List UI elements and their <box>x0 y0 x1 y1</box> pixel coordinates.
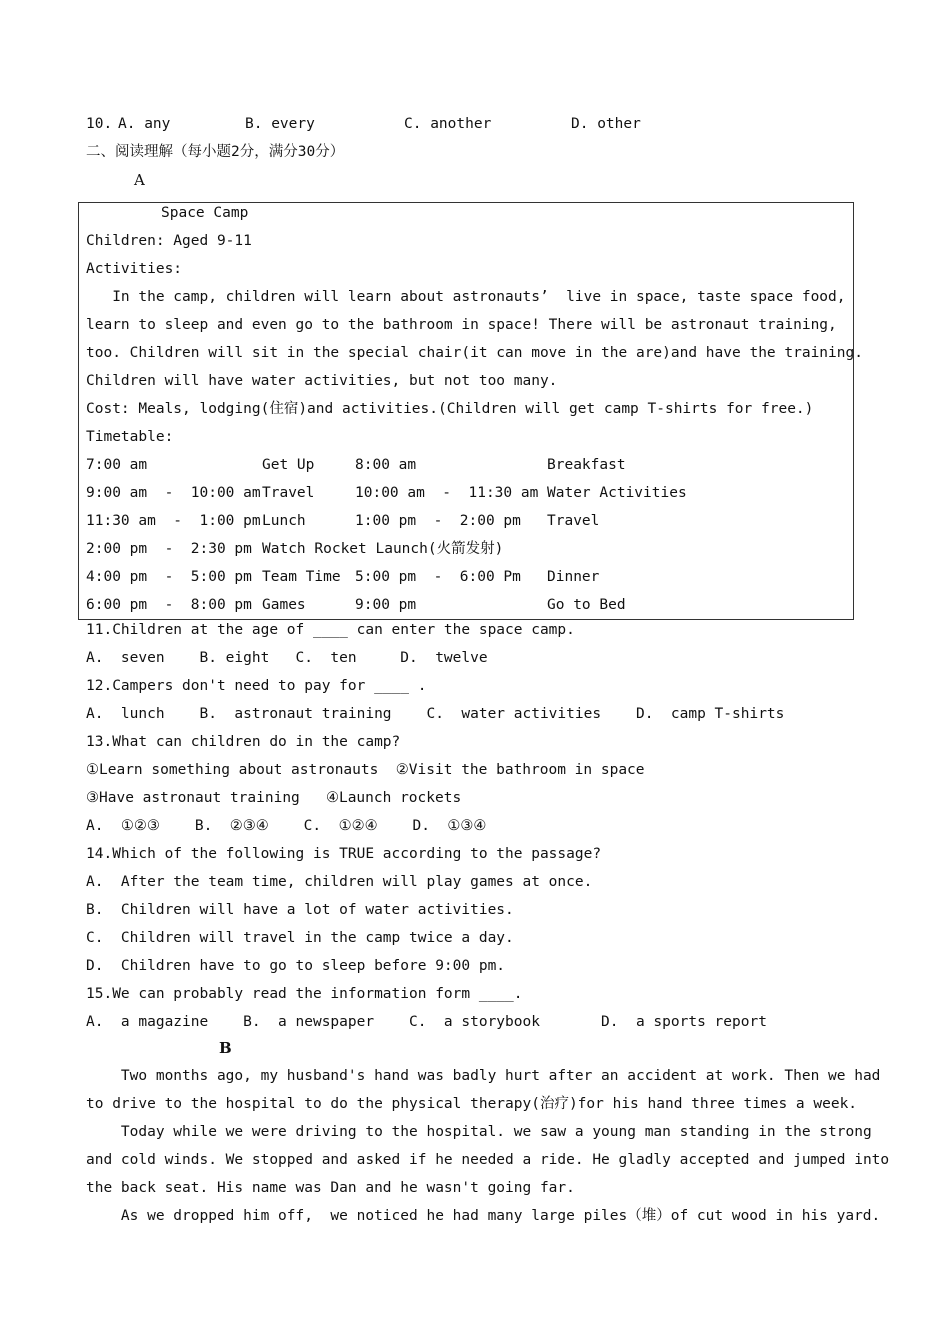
timetable-cell: Team Time <box>262 569 341 585</box>
question-line: A. a magazine B. a newspaper C. a storybook D. a sports report <box>86 1014 767 1030</box>
question-line: A. seven B. eight C. ten D. twelve <box>86 650 488 666</box>
camp-cost: Cost: Meals, lodging(住宿)and activities.(Children will get camp T-shirts for free.) <box>86 401 814 417</box>
timetable-cell: 4:00 pm - 5:00 pm <box>86 569 252 585</box>
question-line: 11.Children at the age of ____ can enter the space camp. <box>86 622 575 638</box>
timetable-cell: Travel <box>547 513 600 529</box>
timetable-cell: Watch Rocket Launch(火箭发射) <box>262 541 504 557</box>
timetable-cell: Get Up <box>262 457 315 473</box>
camp-activities-line: too. Children will sit in the special chair(it can move in the are)and have the training. <box>86 345 863 361</box>
passage-b-line: Two months ago, my husband's hand was badly hurt after an accident at work. Then we had <box>86 1068 881 1084</box>
passage-b-line: to drive to the hospital to do the physical therapy(治疗)for his hand three times a week. <box>86 1096 858 1112</box>
question-line: 12.Campers don't need to pay for ____ . <box>86 678 427 694</box>
question-line: A. After the team time, children will play games at once. <box>86 874 593 890</box>
timetable-cell: 5:00 pm - 6:00 Pm <box>355 569 521 585</box>
passage-b-line: As we dropped him off, we noticed he had many large piles（堆）of cut wood in his yard. <box>86 1208 881 1224</box>
camp-children: Children: Aged 9-11 <box>86 233 252 249</box>
q10-num: 10. <box>86 116 113 132</box>
question-line: A. ①②③ B. ②③④ C. ①②④ D. ①③④ <box>86 818 487 834</box>
question-line: 15.We can probably read the information form ____. <box>86 986 523 1002</box>
passage-b-line: the back seat. His name was Dan and he wasn't going far. <box>86 1180 575 1196</box>
timetable-cell: 8:00 am <box>355 457 417 473</box>
timetable-cell: 2:00 pm - 2:30 pm <box>86 541 252 557</box>
question-line: B. Children will have a lot of water activities. <box>86 902 514 918</box>
space-camp-box <box>78 202 863 620</box>
timetable-cell: 9:00 am - 10:00 am <box>86 485 261 501</box>
timetable-cell: Water Activities <box>547 485 687 501</box>
q10-option-b: B. every <box>245 116 315 132</box>
timetable-cell: 7:00 am <box>86 457 148 473</box>
question-line: D. Children have to go to sleep before 9:00 pm. <box>86 958 506 974</box>
camp-title: Space Camp <box>161 205 249 221</box>
camp-activities-line: In the camp, children will learn about astronauts’ live in space, taste space food, <box>86 289 846 305</box>
question-line: 13.What can children do in the camp? <box>86 734 401 750</box>
camp-activities-line: Children will have water activities, but not too many. <box>86 373 558 389</box>
timetable-cell: Breakfast <box>547 457 626 473</box>
section-title: 二、阅读理解（每小题2分，满分30分） <box>86 144 345 160</box>
timetable-cell: Go to Bed <box>547 597 626 613</box>
passage-b-line: and cold winds. We stopped and asked if he needed a ride. He gladly accepted and jumped into <box>86 1152 890 1168</box>
timetable-cell: 10:00 am - 11:30 am <box>355 485 539 501</box>
q10-option-d: D. other <box>571 116 641 132</box>
question-line: 14.Which of the following is TRUE according to the passage? <box>86 846 602 862</box>
question-line: A. lunch B. astronaut training C. water activities D. camp T-shirts <box>86 706 785 722</box>
q10-option-a: A. any <box>118 116 171 132</box>
question-line: ①Learn something about astronauts ②Visit the bathroom in space <box>86 762 645 778</box>
question-line: ③Have astronaut training ④Launch rockets <box>86 790 462 806</box>
passage-b-label: B <box>219 1039 232 1057</box>
timetable-cell: Lunch <box>262 513 306 529</box>
timetable-cell: Dinner <box>547 569 600 585</box>
timetable-cell: 11:30 am - 1:00 pm <box>86 513 261 529</box>
passage-a-label: A <box>134 171 145 189</box>
question-line: C. Children will travel in the camp twice a day. <box>86 930 514 946</box>
timetable-cell: 9:00 pm <box>355 597 417 613</box>
timetable-cell: 6:00 pm - 8:00 pm <box>86 597 252 613</box>
passage-b-line: Today while we were driving to the hospital. we saw a young man standing in the strong <box>86 1124 872 1140</box>
timetable-cell: Games <box>262 597 306 613</box>
camp-activities-label: Activities: <box>86 261 183 277</box>
camp-activities-line: learn to sleep and even go to the bathroom in space! There will be astronaut training, <box>86 317 837 333</box>
q10-option-c: C. another <box>404 116 492 132</box>
timetable-cell: 1:00 pm - 2:00 pm <box>355 513 521 529</box>
camp-timetable-label: Timetable: <box>86 429 174 445</box>
timetable-cell: Travel <box>262 485 315 501</box>
